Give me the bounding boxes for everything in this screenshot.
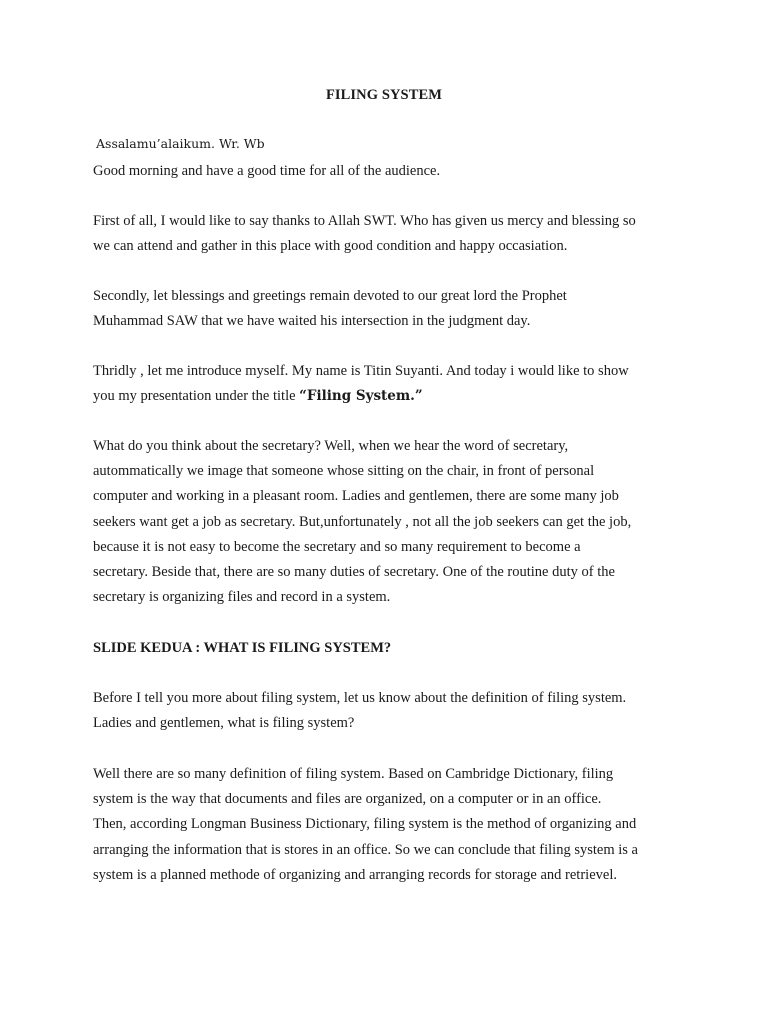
paragraph-thanks [93,209,693,259]
paragraph-definition-intro [93,686,693,736]
text-line: Ladies and gentlemen, what is filing system? [93,715,355,732]
text-line: computer and working in a pleasant room. Ladies and gentlemen, there are some many job [93,488,619,505]
paragraph-secretary [93,434,693,610]
text-line: Then, according Longman Business Dictionary, filing system is the method of organizing and [93,816,637,833]
document-title: FILING SYSTEM [325,87,443,103]
paragraph-opening [93,159,693,184]
greeting-line: Assalamu’alaikum. Wr. Wb [96,136,265,151]
text-line: autommatically we image that someone whose sitting on the chair, in front of personal [93,463,595,480]
text-line: arranging the information that is stores in an office. So we can conclude that filing system is a [93,841,638,858]
text-line: because it is not easy to become the secretary and so many requirement to become a [93,538,581,555]
text-segment: you my presentation under the title [93,388,300,405]
text-line: secretary is organizing files and record in a system. [93,589,391,606]
text-line: secretary. Beside that, there are so many duties of secretary. One of the routine duty of the [93,564,615,581]
text-line: system is the way that documents and files are organized, on a computer or in an office. [93,791,602,808]
slide-heading: SLIDE KEDUA : WHAT IS FILING SYSTEM? [93,640,392,656]
text-line: First of all, I would like to say thanks to Allah SWT. Who has given us mercy and blessing so [93,213,636,229]
text-line: Well there are so many definition of filing system. Based on Cambridge Dictionary, filing [93,766,614,782]
presentation-title: “Filing System.” [299,388,423,405]
text-line: Before I tell you more about filing system, let us know about the definition of filing system. [93,690,627,706]
text-line: system is a planned methode of organizing and arranging records for storage and retrievel. [93,866,617,883]
text-line [93,384,693,409]
paragraph-introduction [93,359,693,409]
text-line: Secondly, let blessings and greetings remain devoted to our great lord the Prophet [93,288,567,304]
text-line: Muhammad SAW that we have waited his intersection in the judgment day. [93,313,531,330]
text-line: Good morning and have a good time for all of the audience. [93,163,441,179]
paragraph-blessings [93,284,693,334]
paragraph-definitions [93,762,693,888]
text-line: we can attend and gather in this place with good condition and happy occasiation. [93,238,568,255]
text-line: What do you think about the secretary? Well, when we hear the word of secretary, [93,438,569,454]
text-line: seekers want get a job as secretary. But,unfortunately , not all the job seekers can get the job, [93,513,632,530]
text-line: Thridly , let me introduce myself. My name is Titin Suyanti. And today i would like to show [93,363,629,379]
